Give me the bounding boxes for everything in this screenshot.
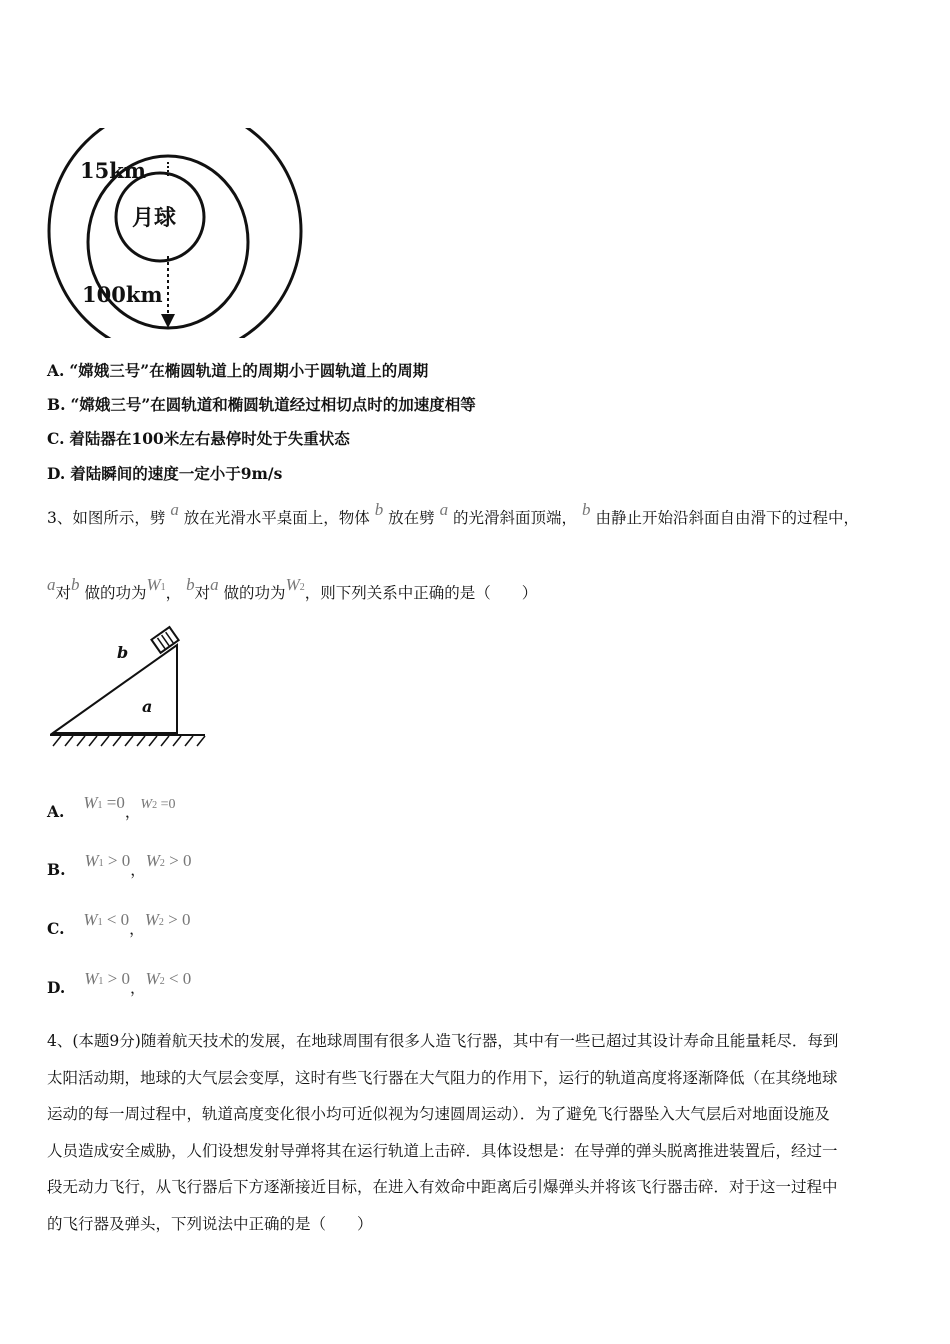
w2-expression: W2 < 0	[145, 969, 192, 988]
q3-option-d[interactable]: D. W1 > 0，W2 < 0	[47, 969, 192, 997]
w1-expression: W1 =0	[83, 793, 125, 812]
q2-option-d[interactable]	[47, 464, 282, 484]
q4-text: (本题9分)随着航天技术的发展，在地球周围有很多人造飞行器，其中有一些已超过其设计寿命且能量耗尽．每到	[72, 1032, 839, 1050]
var-a: a	[170, 500, 179, 519]
block-b	[151, 627, 178, 653]
q3-text: 放在光滑水平桌面上，物体	[183, 509, 370, 527]
q4-paragraph	[47, 1023, 907, 1242]
label-moon: 月球	[132, 206, 177, 231]
option-letter: D.	[47, 464, 66, 483]
option-text: 着陆器在100米左右悬停时处于失重状态	[69, 429, 350, 448]
q3-text: ，则下列关系中正确的是（ ）	[304, 584, 538, 602]
option-text: 着陆瞬间的速度一定小于9m/s	[70, 464, 283, 483]
w2-symbol: W2	[285, 575, 305, 594]
w2-expression: W2 =0	[140, 797, 176, 812]
q2-option-b[interactable]	[47, 395, 476, 415]
label-a: a	[142, 697, 153, 716]
w1-symbol: W1	[146, 575, 166, 594]
q4-line: 段无动力飞行，从飞行器后下方逐渐接近目标，在进入有效命中距离后引爆弹头并将该飞行器击碎．对于这一过程中	[47, 1178, 838, 1196]
altitude-arrow-head	[161, 314, 175, 328]
q4-line: 太阳活动期，地球的大气层会变厚，这时有些飞行器在大气阻力的作用下，运行的轨道高度将逐渐降低（在其绕地球	[47, 1068, 838, 1087]
option-letter: C.	[47, 919, 65, 938]
option-text: “嫦娥三号”在椭圆轨道上的周期小于圆轨道上的周期	[69, 361, 429, 380]
var-a: a	[210, 575, 219, 594]
w1-expression: W1 > 0	[84, 851, 131, 870]
q3-stem-line2	[47, 575, 538, 606]
var-b: b	[582, 500, 591, 519]
label-15km: 15km	[80, 158, 146, 183]
label-100km: 100km	[82, 282, 163, 307]
q3-text: ，	[165, 584, 182, 602]
w1-expression: W1 > 0	[84, 969, 130, 988]
option-letter: C.	[47, 429, 65, 448]
q3-text: 对	[194, 584, 211, 602]
wedge-a	[53, 645, 177, 733]
q3-text: 做的功为	[223, 584, 286, 602]
option-letter: A.	[47, 802, 65, 821]
q3-number: 3、	[47, 509, 73, 527]
q4-line	[47, 1023, 907, 1060]
q4-number: 4、	[47, 1032, 73, 1050]
q3-option-b[interactable]: B. W1 > 0，W2 > 0	[47, 851, 192, 879]
w1-expression: W1 < 0	[83, 910, 130, 929]
q3-text: 放在劈	[388, 509, 435, 527]
q4-line: 运动的每一周过程中，轨道高度变化很小均可近似视为匀速圆周运动）．为了避免飞行器坠入大气层后对地面设施及	[47, 1105, 830, 1123]
option-letter: A.	[47, 361, 65, 380]
var-b: b	[71, 575, 80, 594]
option-letter: D.	[47, 978, 66, 997]
option-text: “嫦娥三号”在圆轨道和椭圆轨道经过相切点时的加速度相等	[70, 395, 476, 414]
var-b: b	[186, 575, 195, 594]
q3-text: 如图所示，劈	[72, 509, 166, 527]
q2-option-c[interactable]	[47, 429, 350, 449]
label-b: b	[117, 643, 129, 662]
q3-text: 由静止开始沿斜面自由滑下的过程中，	[595, 509, 859, 527]
q3-option-a[interactable]: A. W1 =0，W2 =0	[47, 793, 176, 821]
q3-text: 对	[55, 584, 72, 602]
q3-text: 的光滑斜面顶端，	[453, 509, 578, 527]
orbit-figure	[40, 128, 310, 338]
q3-option-c[interactable]: C. W1 < 0，W2 > 0	[47, 910, 191, 938]
var-a: a	[47, 575, 56, 594]
q4-line: 的飞行器及弹头，下列说法中正确的是（ ）	[47, 1214, 373, 1233]
q4-line: 人员造成安全威胁，人们设想发射导弹将其在运行轨道上击碎．具体设想是：在导弹的弹头脱离推进装置后，经过一	[47, 1141, 838, 1160]
w2-expression: W2 > 0	[145, 851, 192, 870]
q3-stem-line1	[47, 500, 859, 528]
w2-expression: W2 > 0	[144, 910, 191, 929]
q3-text: 做的功为	[84, 584, 147, 602]
option-letter: B.	[47, 395, 66, 414]
option-letter: B.	[47, 860, 66, 879]
ground-hatch	[53, 736, 205, 746]
q2-option-a[interactable]	[47, 361, 428, 381]
var-a: a	[439, 500, 449, 519]
var-b: b	[374, 500, 384, 519]
wedge-figure	[45, 625, 215, 753]
